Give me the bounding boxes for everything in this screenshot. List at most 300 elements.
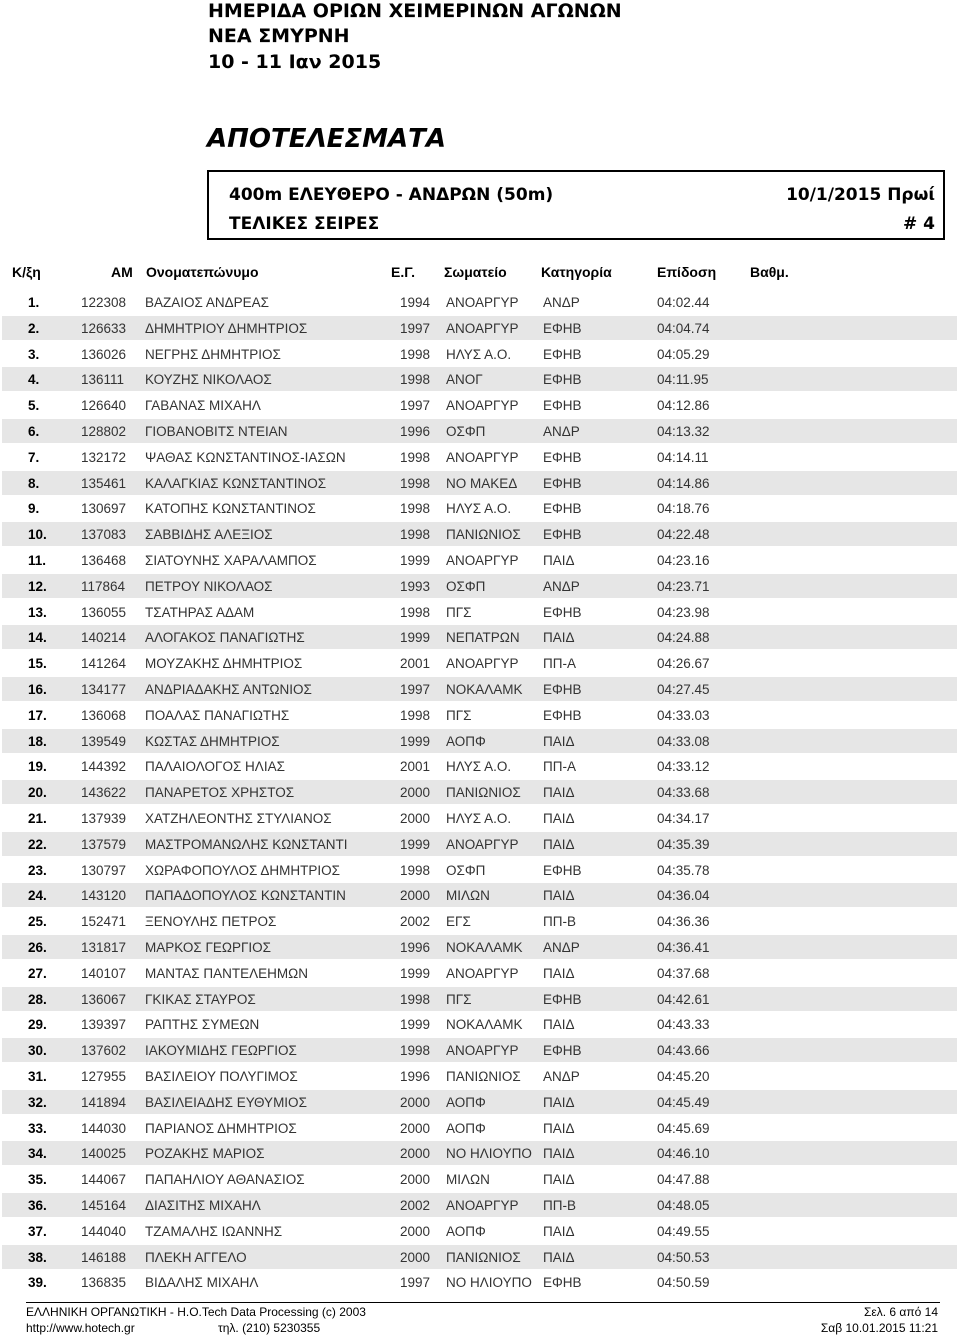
column-header-yob: Ε.Γ.	[391, 264, 415, 280]
cell-birth-year: 2001	[400, 656, 431, 672]
cell-rank: 30.	[28, 1043, 47, 1059]
cell-birth-year: 1998	[400, 346, 431, 362]
cell-time: 04:46.10	[657, 1146, 710, 1162]
table-row	[2, 1219, 957, 1243]
cell-birth-year: 1998	[400, 862, 431, 878]
cell-club: ΝΕΠΑΤΡΩΝ	[446, 630, 520, 646]
cell-athlete-name: ΑΝΔΡΙΑΔΑΚΗΣ ΑΝΤΩΝΙΟΣ	[145, 682, 312, 697]
cell-club: ΝΟΚΑΛΑΜΚ	[446, 1017, 523, 1033]
cell-club: ΝΟ ΗΛΙΟΥΠΟ	[446, 1275, 532, 1291]
cell-athlete-id: 140107	[81, 965, 127, 981]
cell-category: ΠΑΙΔ	[543, 1249, 575, 1265]
table-row	[2, 1090, 957, 1114]
cell-athlete-id: 137083	[81, 527, 127, 543]
cell-athlete-name: ΤΣΑΤΗΡΑΣ ΑΔΑΜ	[145, 604, 255, 620]
cell-athlete-id: 144030	[81, 1120, 127, 1136]
cell-athlete-id: 131817	[81, 940, 127, 955]
cell-rank: 25.	[28, 914, 47, 930]
cell-athlete-id: 143120	[81, 888, 127, 904]
cell-athlete-name: ΚΩΣΤΑΣ ΔΗΜΗΤΡΙΟΣ	[145, 733, 280, 749]
cell-athlete-id: 126633	[81, 320, 127, 336]
cell-club: ΠΓΣ	[446, 604, 472, 620]
cell-rank: 3.	[28, 346, 40, 362]
cell-category: ΠΑΙΔ	[543, 1120, 575, 1136]
cell-athlete-name: ΡΑΠΤΗΣ ΣΥΜΕΩΝ	[145, 1017, 260, 1033]
cell-time: 04:27.45	[657, 682, 710, 697]
cell-athlete-name: ΞΕΝΟΥΛΗΣ ΠΕΤΡΟΣ	[145, 914, 277, 930]
cell-athlete-id: 143622	[81, 785, 127, 801]
cell-time: 04:43.66	[657, 1043, 710, 1059]
cell-birth-year: 1998	[400, 1043, 431, 1059]
cell-athlete-name: ΜΑΝΤΑΣ ΠΑΝΤΕΛΕΗΜΩΝ	[145, 965, 308, 981]
cell-category: ΠΠ-Β	[543, 1198, 576, 1213]
cell-category: ΠΑΙΔ	[543, 888, 575, 904]
cell-birth-year: 1999	[400, 965, 431, 981]
cell-athlete-id: 122308	[81, 295, 127, 310]
table-row	[2, 703, 957, 727]
cell-athlete-id: 134177	[81, 682, 127, 697]
cell-rank: 23.	[28, 862, 47, 878]
table-row	[2, 1193, 957, 1217]
cell-category: ΠΑΙΔ	[543, 733, 575, 749]
cell-club: ΝΟΚΑΛΑΜΚ	[446, 682, 523, 697]
cell-athlete-id: 132172	[81, 449, 127, 465]
cell-time: 04:45.49	[657, 1094, 710, 1110]
cell-category: ΠΠ-Β	[543, 914, 576, 930]
cell-athlete-name: ΒΑΖΑΙΟΣ ΑΝΔΡΕΑΣ	[145, 295, 269, 310]
cell-club: ΗΛΥΣ Α.Ο.	[446, 501, 512, 517]
cell-rank: 36.	[28, 1198, 47, 1213]
cell-rank: 4.	[28, 372, 40, 388]
cell-athlete-name: ΠΑΡΙΑΝΟΣ ΔΗΜΗΤΡΙΟΣ	[145, 1120, 297, 1136]
cell-athlete-name: ΠΑΝΑΡΕΤΟΣ ΧΡΗΣΤΟΣ	[145, 785, 295, 801]
cell-birth-year: 1996	[400, 424, 431, 439]
cell-athlete-id: 136111	[81, 372, 125, 388]
cell-athlete-id: 137939	[81, 811, 127, 826]
cell-athlete-id: 144040	[81, 1223, 127, 1239]
cell-club: ΠΓΣ	[446, 707, 472, 723]
cell-time: 04:05.29	[657, 346, 710, 362]
cell-athlete-id: 127955	[81, 1069, 127, 1084]
cell-athlete-id: 137579	[81, 836, 127, 852]
cell-club: ΟΣΦΠ	[446, 578, 486, 594]
event-date: 10/1/2015 Πρωί	[786, 185, 935, 205]
cell-athlete-name: ΚΑΛΑΓΚΙΑΣ ΚΩΝΣΤΑΝΤΙΝΟΣ	[145, 475, 327, 491]
cell-category: ΠΑΙΔ	[543, 1172, 575, 1188]
cell-club: ΠΓΣ	[446, 991, 472, 1007]
cell-athlete-name: ΣΙΑΤΟΥΝΗΣ ΧΑΡΑΛΑΜΠΟΣ	[145, 553, 317, 568]
cell-club: ΠΑΝΙΩΝΙΟΣ	[446, 785, 521, 801]
cell-category: ΕΦΗΒ	[543, 527, 582, 543]
table-row	[2, 651, 957, 675]
meet-title: ΗΜΕΡΙΔΑ ΟΡΙΩΝ ΧΕΙΜΕΡΙΝΩΝ ΑΓΩΝΩΝ	[208, 0, 622, 22]
cell-athlete-id: 136067	[81, 991, 127, 1007]
cell-birth-year: 2000	[400, 811, 431, 826]
cell-time: 04:33.08	[657, 733, 710, 749]
cell-time: 04:35.78	[657, 862, 710, 878]
table-row	[2, 883, 957, 907]
cell-time: 04:49.55	[657, 1223, 710, 1239]
table-row	[2, 1167, 957, 1191]
footer-company: ΕΛΛΗΝΙΚΗ ΟΡΓΑΝΩΤΙΚΗ - Η.Ο.Tech Data Processing (c) 2003	[26, 1305, 366, 1319]
cell-athlete-name: ΨΑΘΑΣ ΚΩΝΣΤΑΝΤΙΝΟΣ-ΙΑΣΩΝ	[145, 449, 346, 465]
cell-club: ΑΝΟΑΡΓΥΡ	[446, 1043, 519, 1059]
table-row	[2, 935, 957, 959]
cell-athlete-name: ΓΙΟΒΑΝΟΒΙΤΣ ΝΤΕΙΑΝ	[145, 424, 288, 439]
cell-time: 04:12.86	[657, 398, 710, 414]
table-row	[2, 961, 957, 985]
cell-birth-year: 1993	[400, 578, 431, 594]
cell-birth-year: 1997	[400, 398, 431, 414]
cell-category: ΠΑΙΔ	[543, 965, 575, 981]
cell-time: 04:33.03	[657, 707, 710, 723]
cell-rank: 38.	[28, 1249, 47, 1265]
cell-athlete-id: 146188	[81, 1249, 127, 1265]
cell-club: ΝΟ ΜΑΚΕΔ	[446, 475, 518, 491]
cell-rank: 5.	[28, 398, 40, 414]
cell-birth-year: 2000	[400, 1223, 431, 1239]
table-row	[2, 1012, 957, 1036]
table-row	[2, 806, 957, 830]
cell-time: 04:45.20	[657, 1069, 710, 1084]
table-row	[2, 780, 957, 804]
cell-athlete-name: ΧΩΡΑΦΟΠΟΥΛΟΣ ΔΗΜΗΤΡΙΟΣ	[145, 862, 340, 878]
cell-athlete-name: ΔΙΑΣΙΤΗΣ ΜΙΧΑΗΛ	[145, 1198, 261, 1213]
cell-rank: 13.	[28, 604, 47, 620]
cell-category: ΕΦΗΒ	[543, 501, 582, 517]
cell-birth-year: 2000	[400, 1094, 431, 1110]
cell-athlete-name: ΒΙΔΑΛΗΣ ΜΙΧΑΗΛ	[145, 1275, 259, 1291]
cell-athlete-id: 136068	[81, 707, 127, 723]
cell-rank: 20.	[28, 785, 47, 801]
table-row	[2, 1064, 957, 1088]
cell-rank: 6.	[28, 424, 40, 439]
cell-time: 04:11.95	[657, 372, 709, 388]
cell-category: ΠΑΙΔ	[543, 1017, 575, 1033]
cell-birth-year: 1996	[400, 1069, 431, 1084]
cell-athlete-name: ΧΑΤΖΗΛΕΟΝΤΗΣ ΣΤΥΛΙΑΝΟΣ	[145, 811, 332, 826]
cell-rank: 35.	[28, 1172, 47, 1188]
cell-time: 04:22.48	[657, 527, 710, 543]
cell-athlete-name: ΒΑΣΙΛΕΙΑΔΗΣ ΕΥΘΥΜΙΟΣ	[145, 1094, 307, 1110]
cell-athlete-name: ΤΖΑΜΑΛΗΣ ΙΩΑΝΝΗΣ	[145, 1223, 283, 1239]
cell-birth-year: 1998	[400, 604, 431, 620]
cell-category: ΠΑΙΔ	[543, 1223, 575, 1239]
cell-athlete-id: 136468	[81, 553, 127, 568]
cell-club: ΑΝΟΑΡΓΥΡ	[446, 449, 519, 465]
event-name: 400m ΕΛΕΥΘΕΡΟ - ΑΝΔΡΩΝ (50m)	[229, 185, 554, 205]
cell-time: 04:23.71	[657, 578, 710, 594]
cell-rank: 19.	[28, 759, 47, 775]
cell-time: 04:36.04	[657, 888, 710, 904]
cell-category: ΕΦΗΒ	[543, 346, 582, 362]
cell-birth-year: 2000	[400, 888, 431, 904]
cell-birth-year: 1996	[400, 940, 431, 955]
cell-time: 04:02.44	[657, 295, 710, 310]
column-header-points: Βαθμ.	[750, 264, 789, 280]
cell-athlete-id: 141264	[81, 656, 127, 672]
event-heat: # 4	[903, 214, 935, 234]
cell-birth-year: 1998	[400, 707, 431, 723]
cell-birth-year: 1997	[400, 682, 431, 697]
cell-category: ΕΦΗΒ	[543, 862, 582, 878]
cell-club: ΜΙΛΩΝ	[446, 888, 490, 904]
cell-rank: 2.	[28, 320, 40, 336]
cell-club: ΑΝΟΑΡΓΥΡ	[446, 295, 519, 310]
cell-category: ΠΠ-Α	[543, 759, 576, 775]
cell-athlete-name: ΠΟΑΛΑΣ ΠΑΝΑΓΙΩΤΗΣ	[145, 707, 290, 723]
cell-birth-year: 1997	[400, 1275, 431, 1291]
cell-category: ΕΦΗΒ	[543, 1043, 582, 1059]
cell-athlete-id: 141894	[81, 1094, 127, 1110]
column-header-category: Κατηγορία	[541, 264, 612, 280]
cell-category: ΕΦΗΒ	[543, 682, 582, 697]
cell-birth-year: 1999	[400, 630, 431, 646]
cell-category: ΕΦΗΒ	[543, 449, 582, 465]
cell-birth-year: 2002	[400, 1198, 431, 1213]
cell-athlete-id: 137602	[81, 1043, 127, 1059]
cell-rank: 1.	[28, 295, 40, 310]
cell-athlete-name: ΣΑΒΒΙΔΗΣ ΑΛΕΞΙΟΣ	[145, 527, 273, 543]
cell-athlete-id: 139397	[81, 1017, 127, 1033]
cell-rank: 37.	[28, 1223, 47, 1239]
cell-birth-year: 1998	[400, 501, 431, 517]
cell-club: ΑΝΟΑΡΓΥΡ	[446, 965, 519, 981]
cell-category: ΠΑΙΔ	[543, 1094, 575, 1110]
table-row	[2, 574, 957, 598]
cell-rank: 21.	[28, 811, 47, 826]
cell-athlete-id: 136055	[81, 604, 127, 620]
cell-club: ΗΛΥΣ Α.Ο.	[446, 811, 512, 826]
cell-birth-year: 2002	[400, 914, 431, 930]
cell-time: 04:48.05	[657, 1198, 710, 1213]
cell-rank: 33.	[28, 1120, 47, 1136]
cell-time: 04:18.76	[657, 501, 710, 517]
footer-phone: τηλ. (210) 5230355	[218, 1321, 321, 1335]
table-row	[2, 909, 957, 933]
cell-club: ΑΝΟΑΡΓΥΡ	[446, 836, 519, 852]
cell-club: ΑΝΟΑΡΓΥΡ	[446, 1198, 519, 1213]
cell-club: ΟΣΦΠ	[446, 862, 486, 878]
cell-rank: 31.	[28, 1069, 47, 1084]
event-box	[207, 170, 945, 240]
footer-page-number: Σελ. 6 από 14	[863, 1305, 938, 1319]
cell-athlete-name: ΚΑΤΟΠΗΣ ΚΩΝΣΤΑΝΤΙΝΟΣ	[145, 501, 316, 517]
cell-time: 04:47.88	[657, 1172, 710, 1188]
table-row	[2, 522, 957, 546]
cell-athlete-id: 135461	[81, 475, 127, 491]
cell-time: 04:35.39	[657, 836, 710, 852]
cell-time: 04:04.74	[657, 320, 710, 336]
cell-athlete-id: 128802	[81, 424, 127, 439]
cell-rank: 27.	[28, 965, 47, 981]
cell-category: ΑΝΔΡ	[543, 1069, 580, 1084]
cell-category: ΕΦΗΒ	[543, 475, 582, 491]
cell-club: ΑΟΠΦ	[446, 1094, 486, 1110]
cell-athlete-name: ΒΑΣΙΛΕΙΟΥ ΠΟΛΥΓΙΜΟΣ	[145, 1069, 298, 1084]
cell-category: ΠΑΙΔ	[543, 553, 575, 568]
cell-category: ΑΝΔΡ	[543, 578, 580, 594]
cell-athlete-id: 140214	[81, 630, 127, 646]
cell-birth-year: 1997	[400, 320, 431, 336]
cell-athlete-id: 130697	[81, 501, 127, 517]
cell-athlete-name: ΠΛΕΚΗ ΑΓΓΕΛΟ	[145, 1249, 247, 1265]
cell-athlete-name: ΓΑΒΑΝΑΣ ΜΙΧΑΗΛ	[145, 398, 261, 414]
cell-athlete-name: ΝΕΓΡΗΣ ΔΗΜΗΤΡΙΟΣ	[145, 346, 281, 362]
cell-club: ΝΟΚΑΛΑΜΚ	[446, 940, 523, 955]
cell-club: ΟΣΦΠ	[446, 424, 486, 439]
cell-club: ΑΟΠΦ	[446, 1223, 486, 1239]
cell-time: 04:13.32	[657, 424, 710, 439]
cell-category: ΑΝΔΡ	[543, 424, 580, 439]
cell-club: ΑΝΟΓ	[446, 372, 483, 388]
cell-birth-year: 1998	[400, 449, 431, 465]
table-row	[2, 342, 957, 366]
cell-athlete-name: ΜΑΣΤΡΟΜΑΝΩΛΗΣ ΚΩΝΣΤΑΝΤΙ	[145, 836, 348, 852]
cell-rank: 32.	[28, 1094, 47, 1110]
table-row	[2, 600, 957, 624]
cell-athlete-id: 130797	[81, 862, 127, 878]
cell-club: ΗΛΥΣ Α.Ο.	[446, 759, 512, 775]
column-header-rank: Κ/ξη	[12, 264, 41, 280]
cell-time: 04:50.59	[657, 1275, 710, 1291]
table-row	[2, 548, 957, 572]
cell-athlete-name: ΠΑΛΑΙΟΛΟΓΟΣ ΗΛΙΑΣ	[145, 759, 285, 775]
cell-time: 04:23.16	[657, 553, 710, 568]
table-row	[2, 419, 957, 443]
cell-rank: 15.	[28, 656, 47, 672]
meet-dates: 10 - 11 Ιαν 2015	[208, 51, 382, 73]
cell-athlete-name: ΜΑΡΚΟΣ ΓΕΩΡΓΙΟΣ	[145, 940, 272, 955]
cell-birth-year: 2001	[400, 759, 431, 775]
cell-rank: 8.	[28, 475, 40, 491]
table-row	[2, 290, 957, 314]
cell-birth-year: 1999	[400, 733, 431, 749]
cell-category: ΠΑΙΔ	[543, 630, 575, 646]
cell-time: 04:37.68	[657, 965, 710, 981]
cell-birth-year: 2000	[400, 1120, 431, 1136]
table-row	[2, 754, 957, 778]
cell-category: ΕΦΗΒ	[543, 991, 582, 1007]
cell-athlete-name: ΠΑΠΑΔΟΠΟΥΛΟΣ ΚΩΝΣΤΑΝΤΙΝ	[145, 888, 346, 904]
table-row	[2, 393, 957, 417]
cell-club: ΑΝΟΑΡΓΥΡ	[446, 656, 519, 672]
table-row	[2, 471, 957, 495]
footer-timestamp: Σαβ 10.01.2015 11:21	[820, 1321, 938, 1335]
cell-category: ΑΝΔΡ	[543, 940, 580, 955]
cell-club: ΑΝΟΑΡΓΥΡ	[446, 553, 519, 568]
cell-category: ΕΦΗΒ	[543, 707, 582, 723]
cell-time: 04:23.98	[657, 604, 710, 620]
cell-rank: 18.	[28, 733, 47, 749]
cell-birth-year: 1994	[400, 295, 431, 310]
table-row	[2, 858, 957, 882]
table-row	[2, 445, 957, 469]
cell-club: ΕΓΣ	[446, 914, 471, 930]
cell-category: ΕΦΗΒ	[543, 320, 582, 336]
cell-rank: 11.	[28, 553, 47, 568]
cell-birth-year: 1999	[400, 836, 431, 852]
cell-rank: 24.	[28, 888, 47, 904]
cell-athlete-name: ΙΑΚΟΥΜΙΔΗΣ ΓΕΩΡΓΙΟΣ	[145, 1043, 297, 1059]
column-header-club: Σωματείο	[444, 264, 507, 280]
cell-athlete-id: 144067	[81, 1172, 127, 1188]
table-row	[2, 367, 957, 391]
cell-rank: 39.	[28, 1275, 47, 1291]
cell-rank: 26.	[28, 940, 47, 955]
cell-athlete-id: 144392	[81, 759, 127, 775]
cell-time: 04:36.36	[657, 914, 710, 930]
cell-time: 04:45.69	[657, 1120, 710, 1136]
meet-location: ΝΕΑ ΣΜΥΡΝΗ	[208, 25, 350, 47]
column-header-time: Επίδοση	[657, 264, 717, 280]
cell-category: ΕΦΗΒ	[543, 398, 582, 414]
cell-birth-year: 2000	[400, 1172, 431, 1188]
cell-birth-year: 1998	[400, 527, 431, 543]
cell-club: ΑΟΠΦ	[446, 733, 486, 749]
cell-rank: 16.	[28, 682, 47, 697]
cell-rank: 7.	[28, 449, 40, 465]
table-row	[2, 1038, 957, 1062]
cell-athlete-name: ΚΟΥΖΗΣ ΝΙΚΟΛΑΟΣ	[145, 372, 272, 388]
cell-birth-year: 1998	[400, 991, 431, 1007]
cell-category: ΠΠ-Α	[543, 656, 576, 672]
cell-athlete-id: 136835	[81, 1275, 127, 1291]
cell-athlete-id: 140025	[81, 1146, 127, 1162]
cell-club: ΠΑΝΙΩΝΙΟΣ	[446, 1069, 521, 1084]
cell-athlete-name: ΓΚΙΚΑΣ ΣΤΑΥΡΟΣ	[145, 991, 256, 1007]
cell-athlete-id: 152471	[81, 914, 127, 930]
cell-time: 04:33.68	[657, 785, 710, 801]
cell-time: 04:42.61	[657, 991, 710, 1007]
cell-category: ΠΑΙΔ	[543, 785, 575, 801]
cell-birth-year: 1999	[400, 1017, 431, 1033]
cell-time: 04:26.67	[657, 656, 710, 672]
table-row	[2, 496, 957, 520]
cell-club: ΑΝΟΑΡΓΥΡ	[446, 398, 519, 414]
cell-athlete-name: ΔΗΜΗΤΡΙΟΥ ΔΗΜΗΤΡΙΟΣ	[145, 320, 308, 336]
table-row	[2, 729, 957, 753]
cell-athlete-name: ΑΛΟΓΑΚΟΣ ΠΑΝΑΓΙΩΤΗΣ	[145, 630, 305, 646]
column-header-name: Ονοματεπώνυμο	[146, 264, 259, 280]
cell-club: ΠΑΝΙΩΝΙΟΣ	[446, 1249, 521, 1265]
cell-category: ΠΑΙΔ	[543, 811, 575, 826]
table-row	[2, 832, 957, 856]
footer-url[interactable]: http://www.hotech.gr	[26, 1321, 135, 1335]
cell-rank: 22.	[28, 836, 47, 852]
cell-rank: 10.	[28, 527, 47, 543]
cell-rank: 34.	[28, 1146, 47, 1162]
cell-rank: 28.	[28, 991, 47, 1007]
cell-time: 04:14.11	[657, 449, 709, 465]
cell-category: ΕΦΗΒ	[543, 372, 582, 388]
cell-category: ΑΝΔΡ	[543, 295, 580, 310]
cell-birth-year: 1999	[400, 553, 431, 568]
cell-rank: 14.	[28, 630, 47, 646]
cell-rank: 29.	[28, 1017, 47, 1033]
table-row	[2, 1270, 957, 1294]
table-row	[2, 1245, 957, 1269]
table-row	[2, 1116, 957, 1140]
cell-category: ΠΑΙΔ	[543, 1146, 575, 1162]
cell-time: 04:33.12	[657, 759, 710, 775]
cell-club: ΑΝΟΑΡΓΥΡ	[446, 320, 519, 336]
cell-time: 04:36.41	[657, 940, 710, 955]
results-title: ΑΠΟΤΕΛΕΣΜΑΤΑ	[207, 124, 446, 154]
cell-time: 04:34.17	[657, 811, 710, 826]
footer-divider	[26, 1302, 940, 1303]
cell-club: ΜΙΛΩΝ	[446, 1172, 490, 1188]
